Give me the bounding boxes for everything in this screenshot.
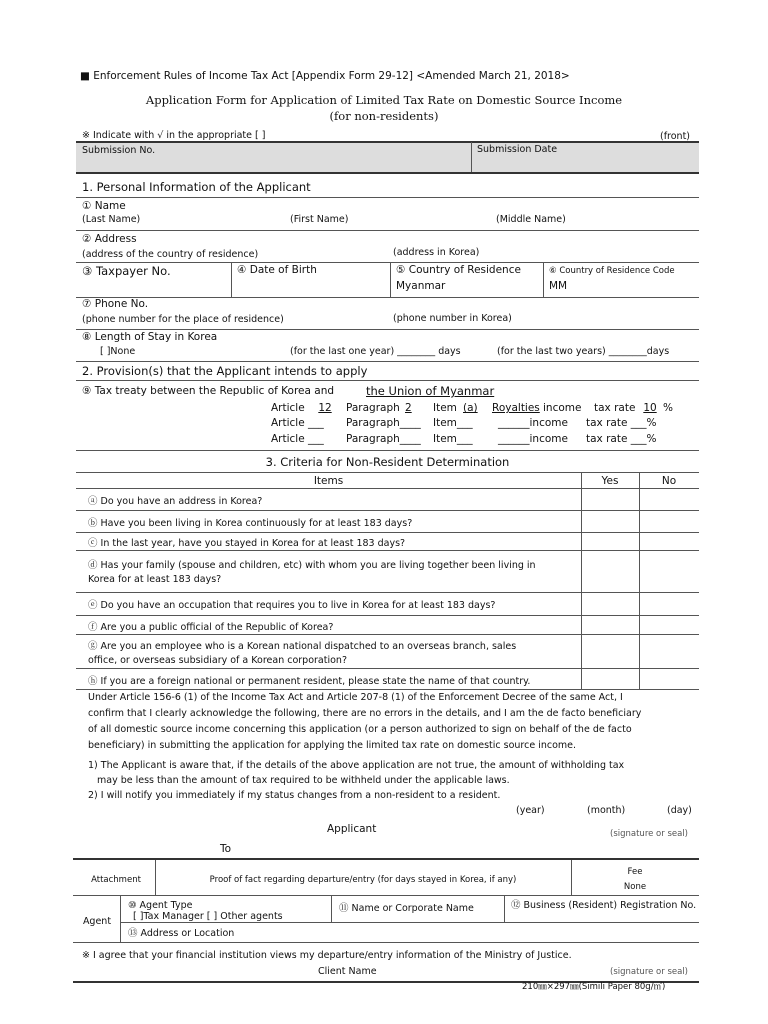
rate-pct-1: % bbox=[663, 402, 673, 414]
income-label-3: ______income bbox=[498, 433, 568, 445]
date-month: (month) bbox=[587, 805, 626, 816]
paragraph-value-1: 2 bbox=[405, 402, 412, 414]
rate-label-3: tax rate ___% bbox=[586, 433, 657, 445]
declaration-line1: Under Article 156-6 (1) of the Income Tax Act and Article 207-8 (1) of the Enforcement Decree of the same Act, I bbox=[88, 692, 623, 703]
question-c: ⓒ In the last year, have you stayed in Korea for at least 183 days? bbox=[88, 538, 406, 549]
treaty-prefix: ⑨ Tax treaty between the Republic of Korea and bbox=[82, 385, 335, 397]
col-yes: Yes bbox=[601, 475, 619, 487]
stay-label: ⑧ Length of Stay in Korea bbox=[82, 331, 218, 343]
submission-no-label: Submission No. bbox=[82, 145, 156, 156]
item-label-2: Item___ bbox=[433, 417, 473, 429]
front-label: (front) bbox=[660, 131, 691, 142]
question-a: ⓐ Do you have an address in Korea? bbox=[88, 496, 263, 507]
submission-date-label: Submission Date bbox=[477, 144, 558, 155]
address-country-label: (address of the country of residence) bbox=[82, 249, 259, 260]
to-label: To bbox=[220, 843, 232, 855]
question-h: ⓗ If you are a foreign national or permanent resident, please state the name of that country. bbox=[88, 676, 531, 687]
applicant-signature: (signature or seal) bbox=[610, 829, 688, 839]
income-label-2: ______income bbox=[498, 417, 568, 429]
address-label: ② Address bbox=[82, 233, 137, 245]
rate-value-1: 10 bbox=[643, 402, 657, 414]
declaration-item1-line1: 1) The Applicant is aware that, if the details of the above application are not true, the amount of withholding tax bbox=[88, 760, 625, 771]
form-subtitle: (for non-residents) bbox=[329, 109, 439, 123]
section1-title: 1. Personal Information of the Applicant bbox=[82, 180, 311, 194]
date-day: (day) bbox=[667, 805, 692, 816]
declaration-line3: of all domestic source income concerning this application (or a person authorized to sign on behalf of the de facto bbox=[88, 724, 632, 735]
paragraph-label-2: Paragraph____ bbox=[346, 417, 421, 429]
question-g-line2: office, or overseas subsidiary of a Korean corporation? bbox=[88, 655, 347, 666]
client-name-label: Client Name bbox=[318, 966, 377, 977]
stay-last-one-year: (for the last one year) ________ days bbox=[290, 346, 461, 357]
form-title: Application Form for Application of Limited Tax Rate on Domestic Source Income bbox=[145, 93, 623, 107]
agent-name-label: ⑪ Name or Corporate Name bbox=[339, 903, 474, 914]
client-signature: (signature or seal) bbox=[610, 967, 688, 977]
income-label-1: income bbox=[543, 402, 582, 414]
stay-last-two-years: (for the last two years) ________days bbox=[497, 346, 670, 357]
paragraph-label-1: Paragraph bbox=[346, 402, 400, 414]
attachment-label: Attachment bbox=[91, 875, 141, 885]
law-reference: ■ Enforcement Rules of Income Tax Act [Appendix Form 29-12] <Amended March 21, 2018> bbox=[80, 70, 570, 82]
question-e: ⓔ Do you have an occupation that requires you to live in Korea for at least 183 days? bbox=[88, 600, 496, 611]
country-residence-value: Myanmar bbox=[396, 280, 446, 292]
phone-korea-label: (phone number in Korea) bbox=[393, 313, 512, 324]
indicate-note: ※ Indicate with √ in the appropriate [ ] bbox=[82, 130, 266, 141]
rate-label-1: tax rate bbox=[594, 402, 636, 414]
fee-value: None bbox=[623, 882, 647, 892]
last-name-label: (Last Name) bbox=[82, 214, 141, 225]
attachment-text: Proof of fact regarding departure/entry (for days stayed in Korea, if any) bbox=[209, 875, 517, 885]
date-year: (year) bbox=[516, 805, 545, 816]
taxpayer-no-label: ③ Taxpayer No. bbox=[82, 264, 171, 278]
article-value-1: 12 bbox=[318, 402, 332, 414]
section2-title: 2. Provision(s) that the Applicant intends to apply bbox=[82, 364, 368, 378]
article-label-2: Article ___ bbox=[271, 417, 324, 429]
address-korea-label: (address in Korea) bbox=[393, 247, 480, 258]
question-d-line2: Korea for at least 183 days? bbox=[88, 574, 222, 585]
question-b: ⓑ Have you been living in Korea continuously for at least 183 days? bbox=[88, 518, 413, 529]
declaration-item2: 2) I will notify you immediately if my status changes from a non-resident to a resident. bbox=[88, 790, 501, 801]
section3-title: 3. Criteria for Non-Resident Determination bbox=[265, 455, 510, 469]
declaration-item1-line2: may be less than the amount of tax required to be withheld under the applicable laws. bbox=[97, 775, 510, 786]
stay-none-checkbox[interactable]: [ ]None bbox=[100, 346, 136, 357]
phone-country-label: (phone number for the place of residence) bbox=[82, 314, 284, 325]
agent-address-label: ⑬ Address or Location bbox=[128, 928, 235, 939]
item-value-1: (a) bbox=[463, 402, 478, 414]
consent-note: ※ I agree that your financial institution views my departure/entry information of the Ministry of Justice. bbox=[82, 950, 572, 961]
question-g-line1: ⓖ Are you an employee who is a Korean national dispatched to an overseas branch, sales bbox=[88, 641, 517, 652]
country-code-value: MM bbox=[549, 280, 568, 292]
fee-label: Fee bbox=[627, 867, 643, 877]
article-label-3: Article ___ bbox=[271, 433, 324, 445]
first-name-label: (First Name) bbox=[290, 214, 349, 225]
applicant-label: Applicant bbox=[327, 823, 377, 835]
phone-label: ⑦ Phone No. bbox=[82, 298, 149, 310]
question-f: ⓕ Are you a public official of the Republic of Korea? bbox=[88, 622, 334, 633]
country-residence-label: ⑤ Country of Residence bbox=[396, 264, 521, 276]
rate-label-2: tax rate ___% bbox=[586, 417, 657, 429]
paper-spec: 210㎜×297㎜(Simili Paper 80g/㎡) bbox=[522, 982, 666, 992]
question-d-line1: ⓓ Has your family (spouse and children, etc) with whom you are living together been living in bbox=[88, 560, 536, 571]
treaty-country: the Union of Myanmar bbox=[366, 384, 495, 398]
name-label: ① Name bbox=[82, 200, 126, 212]
country-code-label: ⑥ Country of Residence Code bbox=[549, 266, 675, 276]
agent-type-label: ⑩ Agent Type bbox=[128, 900, 193, 911]
declaration-line4: beneficiary) in submitting the application for applying the limited tax rate on domestic source income. bbox=[88, 740, 577, 751]
dob-label: ④ Date of Birth bbox=[237, 264, 317, 276]
income-value-1: Royalties bbox=[492, 402, 540, 414]
agent-label: Agent bbox=[82, 916, 112, 927]
item-label-3: Item___ bbox=[433, 433, 473, 445]
middle-name-label: (Middle Name) bbox=[496, 214, 566, 225]
agent-type-options[interactable]: [ ]Tax Manager [ ] Other agents bbox=[133, 911, 283, 922]
col-items: Items bbox=[313, 475, 344, 487]
submission-row bbox=[76, 142, 699, 172]
item-label-1: Item bbox=[433, 402, 457, 414]
article-label-1: Article bbox=[271, 402, 305, 414]
agent-registration-label: ⑫ Business (Resident) Registration No. bbox=[511, 900, 697, 911]
col-no: No bbox=[661, 475, 677, 487]
paragraph-label-3: Paragraph____ bbox=[346, 433, 421, 445]
declaration-line2: confirm that I clearly acknowledge the following, there are no errors in the details, and I am the de facto beneficiary bbox=[88, 708, 642, 719]
